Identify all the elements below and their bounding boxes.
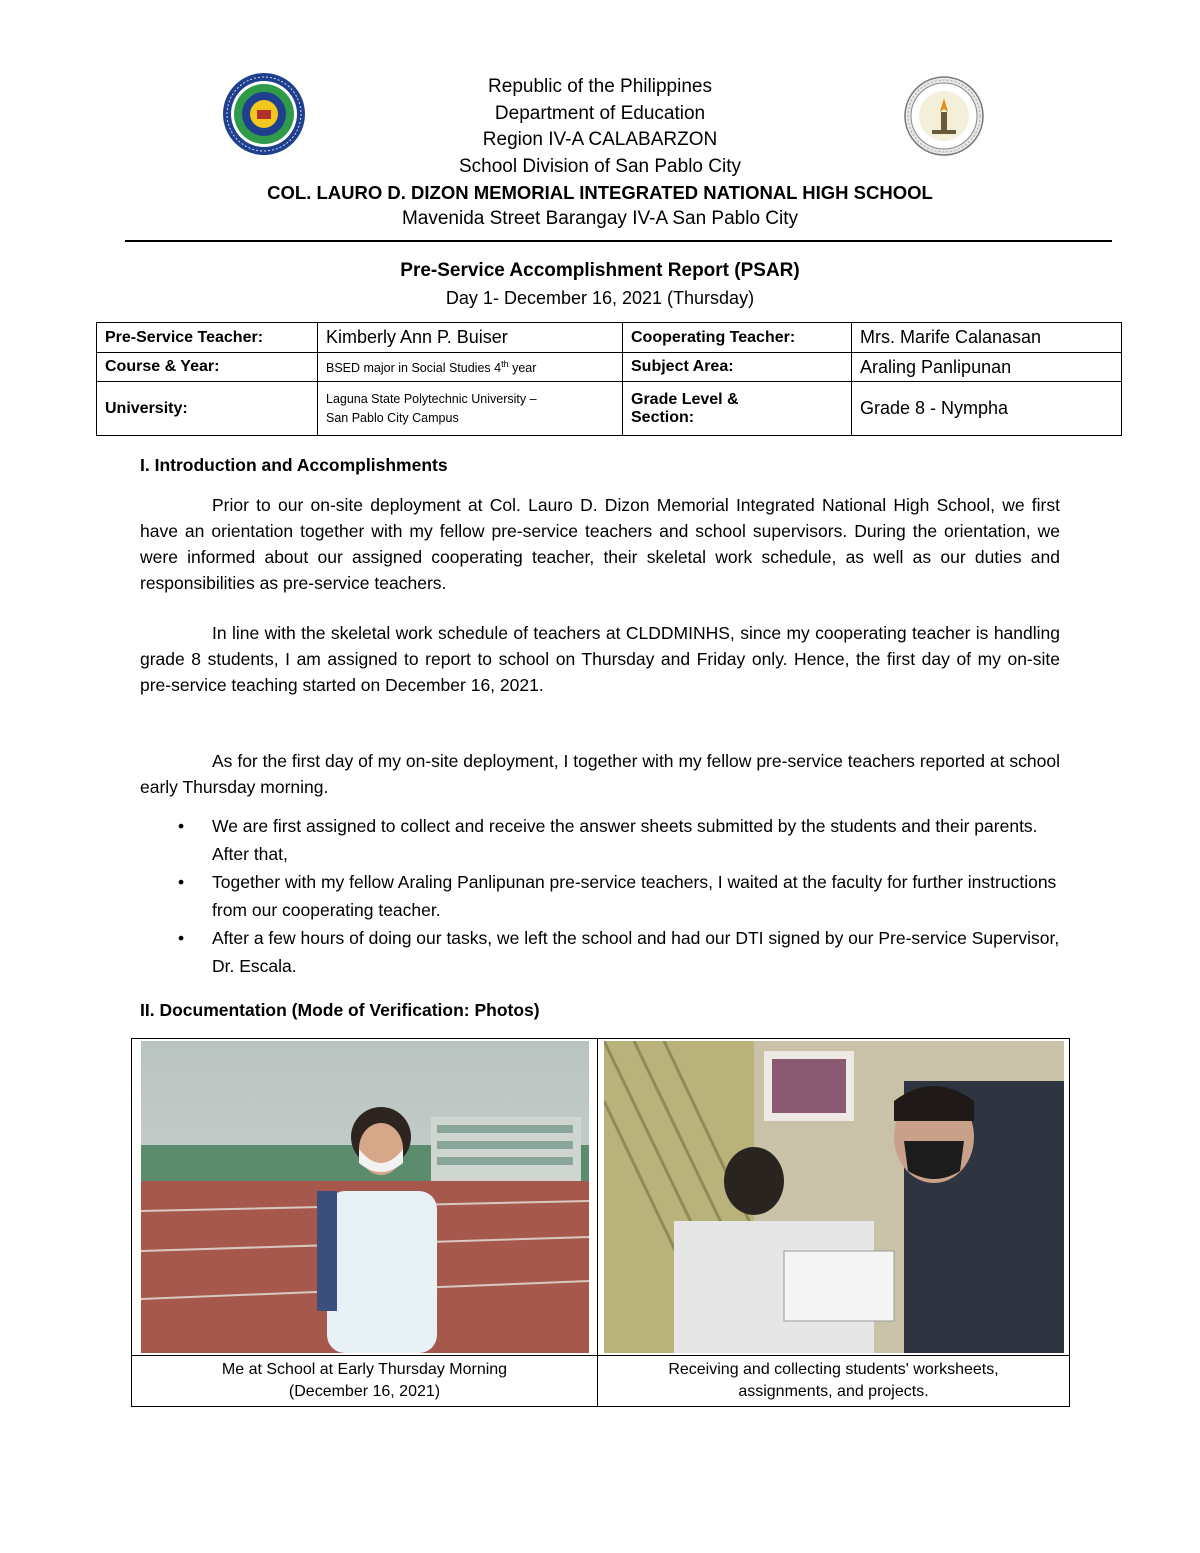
report-title: Pre-Service Accomplishment Report (PSAR) xyxy=(400,260,800,281)
caption-2 xyxy=(598,1356,1070,1407)
grade-label-line2: Section: xyxy=(631,408,695,426)
ct-label: Cooperating Teacher: xyxy=(623,323,852,353)
school-address: Mavenida Street Barangay IV-A San Pablo City xyxy=(401,208,799,229)
caption-1 xyxy=(132,1356,598,1407)
caption-row xyxy=(132,1356,1070,1407)
bullet-icon: • xyxy=(178,872,185,892)
course-text: BSED major in Social Studies 4 xyxy=(326,361,502,376)
university-label: University: xyxy=(97,382,318,436)
paragraph-1 xyxy=(140,492,1060,596)
republic-line: Republic of the Philippines xyxy=(488,76,712,97)
letterhead xyxy=(0,74,1200,233)
university-value xyxy=(318,382,623,436)
ct-value: Mrs. Marife Calanasan xyxy=(852,323,1122,353)
grade-label-line1: Grade Level & xyxy=(631,390,739,408)
paragraph-3-text: As for the first day of my on-site deployment, I together with my fellow pre-service teachers reported at school early Thursday morning. xyxy=(140,751,1060,797)
grade-label xyxy=(623,382,852,436)
subject-value: Araling Panlipunan xyxy=(852,353,1122,382)
student-at-school-photo xyxy=(141,1041,589,1353)
report-subtitle: Day 1- December 16, 2021 (Thursday) xyxy=(445,288,755,308)
collecting-worksheets-photo xyxy=(604,1041,1064,1353)
list-item xyxy=(140,868,1060,924)
paragraph-2 xyxy=(140,620,1060,698)
info-row xyxy=(97,382,1122,436)
caption-1-line2: (December 16, 2021) xyxy=(288,1383,441,1400)
header-divider xyxy=(125,240,1112,242)
course-label: Course & Year: xyxy=(97,353,318,382)
list-item-text: Together with my fellow Araling Panlipunan pre-service teachers, I waited at the faculty for further instructions from our cooperating teacher. xyxy=(212,872,1057,920)
list-item-text: We are first assigned to collect and receive the answer sheets submitted by the students and their parents. After that, xyxy=(212,816,1038,864)
course-suffix: year xyxy=(508,361,537,376)
school-name: COL. LAURO D. DIZON MEMORIAL INTEGRATED NATIONAL HIGH SCHOOL xyxy=(267,182,933,203)
list-item xyxy=(140,924,1060,980)
course-sup: th xyxy=(501,359,509,370)
bullet-icon: • xyxy=(178,928,185,948)
paragraph-2-text: In line with the skeletal work schedule of teachers at CLDDMINHS, since my cooperating teacher is handling grade 8 students, I am assigned to report to school on Thursday and Friday only. Hence, the first day of my on-site pre-service teaching started on December 16, 2021. xyxy=(140,623,1060,695)
division-line: School Division of San Pablo City xyxy=(459,155,741,177)
section2-heading: II. Documentation (Mode of Verification: Photos) xyxy=(140,1000,540,1020)
university-line1: Laguna State Polytechnic University – xyxy=(326,391,537,406)
university-line2: San Pablo City Campus xyxy=(326,410,459,425)
info-table xyxy=(96,322,1122,436)
info-row xyxy=(97,323,1122,353)
info-row xyxy=(97,353,1122,382)
pst-value: Kimberly Ann P. Buiser xyxy=(318,323,623,353)
region-line: Region IV-A CALABARZON xyxy=(482,129,718,150)
caption-2-line2: assignments, and projects. xyxy=(738,1383,929,1400)
subject-label: Subject Area: xyxy=(623,353,852,382)
section1-heading: I. Introduction and Accomplishments xyxy=(140,455,448,475)
paragraph-1-text: Prior to our on-site deployment at Col. Lauro D. Dizon Memorial Integrated National High School, we first have an orientation together with my fellow pre-service teachers and school supervisors. During the orientation, we were informed about our assigned cooperating teacher, their skeletal work schedule, as well as our duties and responsibilities as pre-service teachers. xyxy=(140,495,1060,593)
caption-2-line1: Receiving and collecting students' worksheets, xyxy=(668,1361,999,1378)
pst-label: Pre-Service Teacher: xyxy=(97,323,318,353)
task-list xyxy=(140,812,1060,980)
documentation-table xyxy=(131,1038,1070,1407)
photo-row xyxy=(132,1039,1070,1356)
department-line: Department of Education xyxy=(494,102,706,124)
photo-cell-1 xyxy=(132,1039,598,1356)
paragraph-3 xyxy=(140,748,1060,800)
bullet-icon: • xyxy=(178,816,185,836)
caption-1-line1: Me at School at Early Thursday Morning xyxy=(221,1361,508,1378)
grade-value: Grade 8 - Nympha xyxy=(852,382,1122,436)
photo-cell-2 xyxy=(598,1039,1070,1356)
list-item-text: After a few hours of doing our tasks, we left the school and had our DTI signed by our Pre-service Supervisor, Dr. Escala. xyxy=(212,928,1060,976)
course-value xyxy=(318,353,623,382)
list-item xyxy=(140,812,1060,868)
